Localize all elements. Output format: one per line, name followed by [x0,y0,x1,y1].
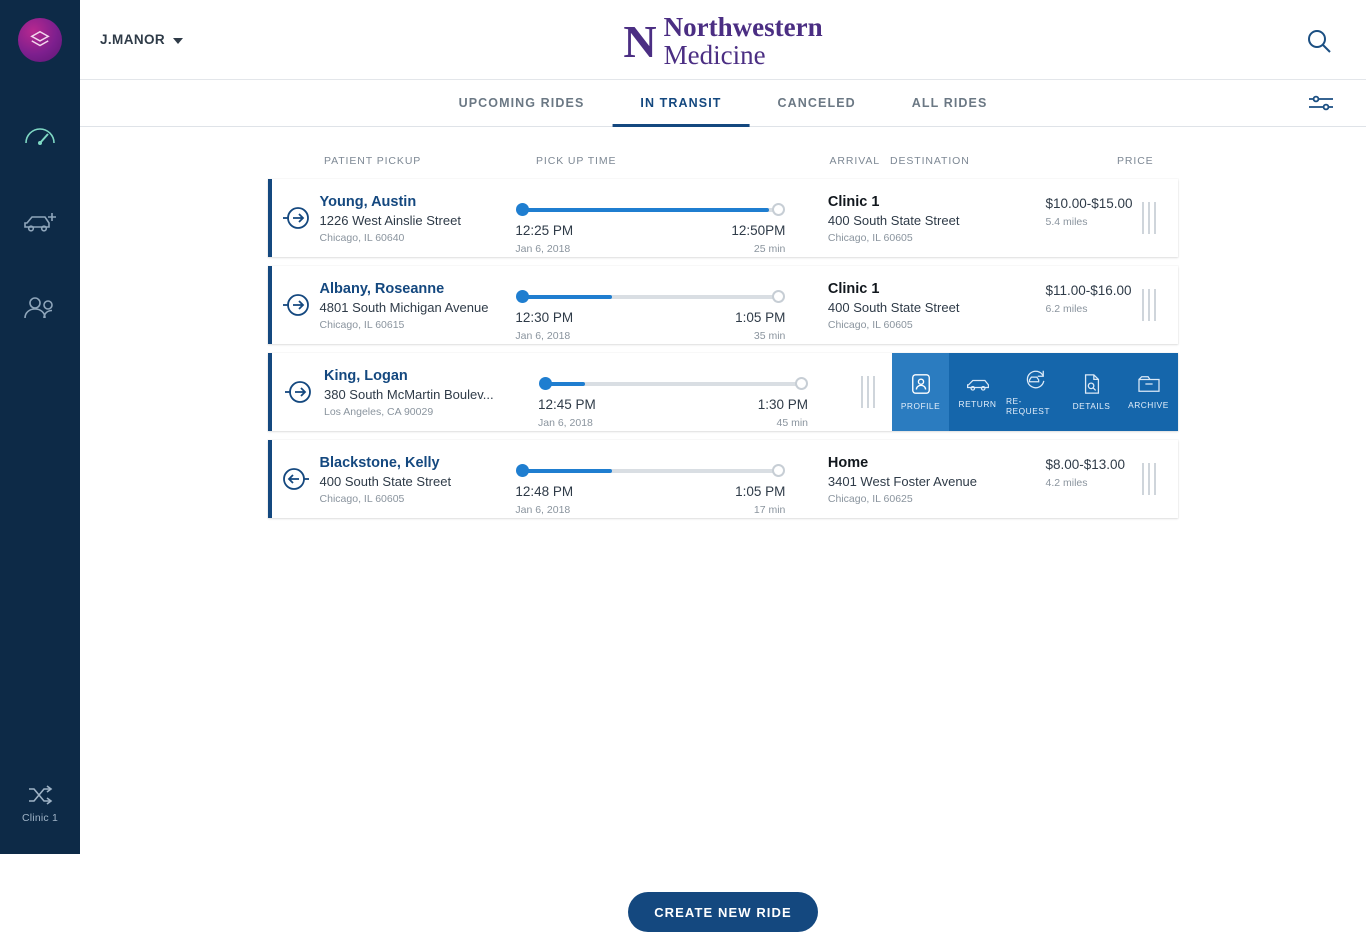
progress-track [521,295,779,299]
patient-address: 1226 West Ainslie Street [319,213,461,228]
row-actions-panel [892,353,1178,431]
app-logo[interactable] [18,18,62,62]
progress-start-dot [516,203,529,216]
action-re-request[interactable] [1006,353,1063,431]
progress-track [521,208,779,212]
patient-name: Young, Austin [319,194,417,210]
price-range: $10.00-$15.00 [1045,196,1133,211]
tabs [431,80,1016,127]
table-row-selected[interactable] [268,353,1178,431]
pickup-time: 12:30 PM [515,310,574,325]
progress-end-dot [772,203,785,216]
pickup-time: 12:48 PM [515,484,574,499]
destination-city: Chicago, IL 60605 [827,319,913,331]
brand-line-1: Northwestern [663,12,823,42]
patient-address: 4801 South Michigan Avenue [319,300,489,315]
patient-name: Albany, Roseanne [319,281,445,297]
progress-fill [521,208,769,212]
table-header [268,155,1178,179]
column-patient-pickup: PATIENT PICKUP [324,155,422,167]
sidebar-clinic-label: Clinic 1 [21,812,59,824]
ride-return-icon [272,440,320,518]
destination-name: Clinic 1 [827,194,880,210]
column-pickup-time: PICK UP TIME [536,155,617,167]
brand-line-2: Medicine [663,39,766,70]
row-menu-handle[interactable] [1119,179,1178,257]
price-cell [1045,179,1133,257]
chevron-down-icon [173,38,183,44]
progress-cell [513,440,828,518]
destination-address: 400 South State Street [827,213,960,228]
ride-direction-icon [272,179,320,257]
patient-city: Los Angeles, CA 90029 [324,406,434,418]
destination-cell [828,440,1046,518]
action-profile-label: PROFILE [900,401,941,411]
arrival-time: 1:05 PM [735,484,786,499]
user-name: J.MANOR [100,32,166,47]
arrival-time: 1:05 PM [735,310,786,325]
progress-fill [521,469,611,473]
action-archive[interactable] [1120,353,1177,431]
sidebar-item-dashboard[interactable] [0,114,80,158]
patient-city: Chicago, IL 60640 [319,232,405,244]
destination-cell [828,266,1046,344]
pickup-date: Jan 6, 2018 [515,243,571,255]
destination-city: Chicago, IL 60625 [827,493,913,505]
progress-track [544,382,802,386]
tab-bar [80,80,1366,127]
patient-name: King, Logan [324,368,408,384]
arrival-time: 1:30 PM [757,397,808,412]
progress-start-dot [516,464,529,477]
row-action-gap [836,353,892,431]
pickup-date: Jan 6, 2018 [515,504,571,516]
destination-cell [828,179,1046,257]
ride-duration: 35 min [753,330,786,342]
destination-address: 3401 West Foster Avenue [827,474,978,489]
patient-cell [320,266,514,344]
action-details-label: DETAILS [1072,401,1111,411]
tab-canceled[interactable]: CANCELED [777,96,856,110]
create-new-ride-button[interactable]: CREATE NEW RIDE [628,892,818,932]
sidebar-footer[interactable] [22,784,58,824]
patient-cell [324,353,536,431]
price-range: $8.00-$13.00 [1045,457,1126,472]
brand-mark: N [623,15,654,67]
patient-name: Blackstone, Kelly [319,455,440,471]
destination-name: Home [827,455,869,471]
table-row[interactable] [268,440,1178,518]
destination-address: 400 South State Street [827,300,960,315]
row-menu-handle[interactable] [836,353,900,431]
pickup-date: Jan 6, 2018 [538,417,593,429]
patient-city: Chicago, IL 60615 [319,319,405,331]
action-archive-label: ARCHIVE [1128,400,1169,410]
ride-direction-icon [272,266,320,344]
main-content [80,127,1366,920]
price-cell [1045,266,1132,344]
progress-start-dot [539,377,552,390]
column-arrival: ARRIVAL [829,155,880,167]
progress-cell [513,179,828,257]
sidebar-nav [0,114,80,330]
progress-cell [513,266,828,344]
rides-table [268,155,1178,527]
tab-in-transit[interactable]: IN TRANSIT [612,80,749,127]
action-profile[interactable] [892,353,949,431]
destination-name: Clinic 1 [827,281,880,297]
user-menu[interactable] [100,32,183,47]
action-details[interactable] [1063,353,1120,431]
ride-distance: 4.2 miles [1045,477,1088,489]
top-bar [80,0,1366,80]
price-cell [1045,440,1126,518]
progress-end-dot [795,377,808,390]
price-range: $11.00-$16.00 [1045,283,1132,298]
ride-distance: 6.2 miles [1045,303,1088,315]
action-re-request-label: RE-REQUEST [1006,396,1050,416]
ride-duration: 45 min [776,417,808,429]
progress-cell [536,353,880,431]
patient-city: Chicago, IL 60605 [319,493,405,505]
ride-duration: 25 min [753,243,786,255]
filter-sliders-icon[interactable] [1308,94,1334,117]
table-row[interactable] [268,266,1178,344]
shuffle-icon [27,784,53,806]
tab-upcoming-rides[interactable]: UPCOMING RIDES [458,96,585,110]
column-destination: DESTINATION [890,155,970,167]
ride-duration: 17 min [753,504,786,516]
action-return-label: RETURN [958,399,997,409]
patient-address: 400 South State Street [319,474,452,489]
patient-cell [320,179,514,257]
progress-fill [521,295,611,299]
destination-city: Chicago, IL 60605 [827,232,913,244]
tab-all-rides[interactable]: ALL RIDES [911,96,988,110]
search-icon[interactable] [1306,28,1332,59]
brand-logo [623,14,822,69]
pickup-date: Jan 6, 2018 [515,330,571,342]
sidebar-item-patients[interactable] [0,286,80,330]
row-menu-handle[interactable] [1119,266,1178,344]
sidebar [0,0,80,854]
progress-end-dot [772,290,785,303]
sidebar-item-add-ride[interactable] [0,200,80,244]
action-return[interactable] [949,353,1006,431]
pickup-time: 12:45 PM [538,397,596,412]
progress-start-dot [516,290,529,303]
arrival-time: 12:50PM [731,223,786,238]
column-price: PRICE [1117,155,1154,167]
progress-end-dot [772,464,785,477]
table-row[interactable] [268,179,1178,257]
patient-address: 380 South McMartin Boulev... [324,387,494,402]
pickup-time: 12:25 PM [515,223,574,238]
ride-direction-icon [272,353,324,431]
patient-cell [320,440,514,518]
ride-distance: 5.4 miles [1045,216,1088,228]
row-menu-handle[interactable] [1119,440,1178,518]
progress-track [521,469,779,473]
